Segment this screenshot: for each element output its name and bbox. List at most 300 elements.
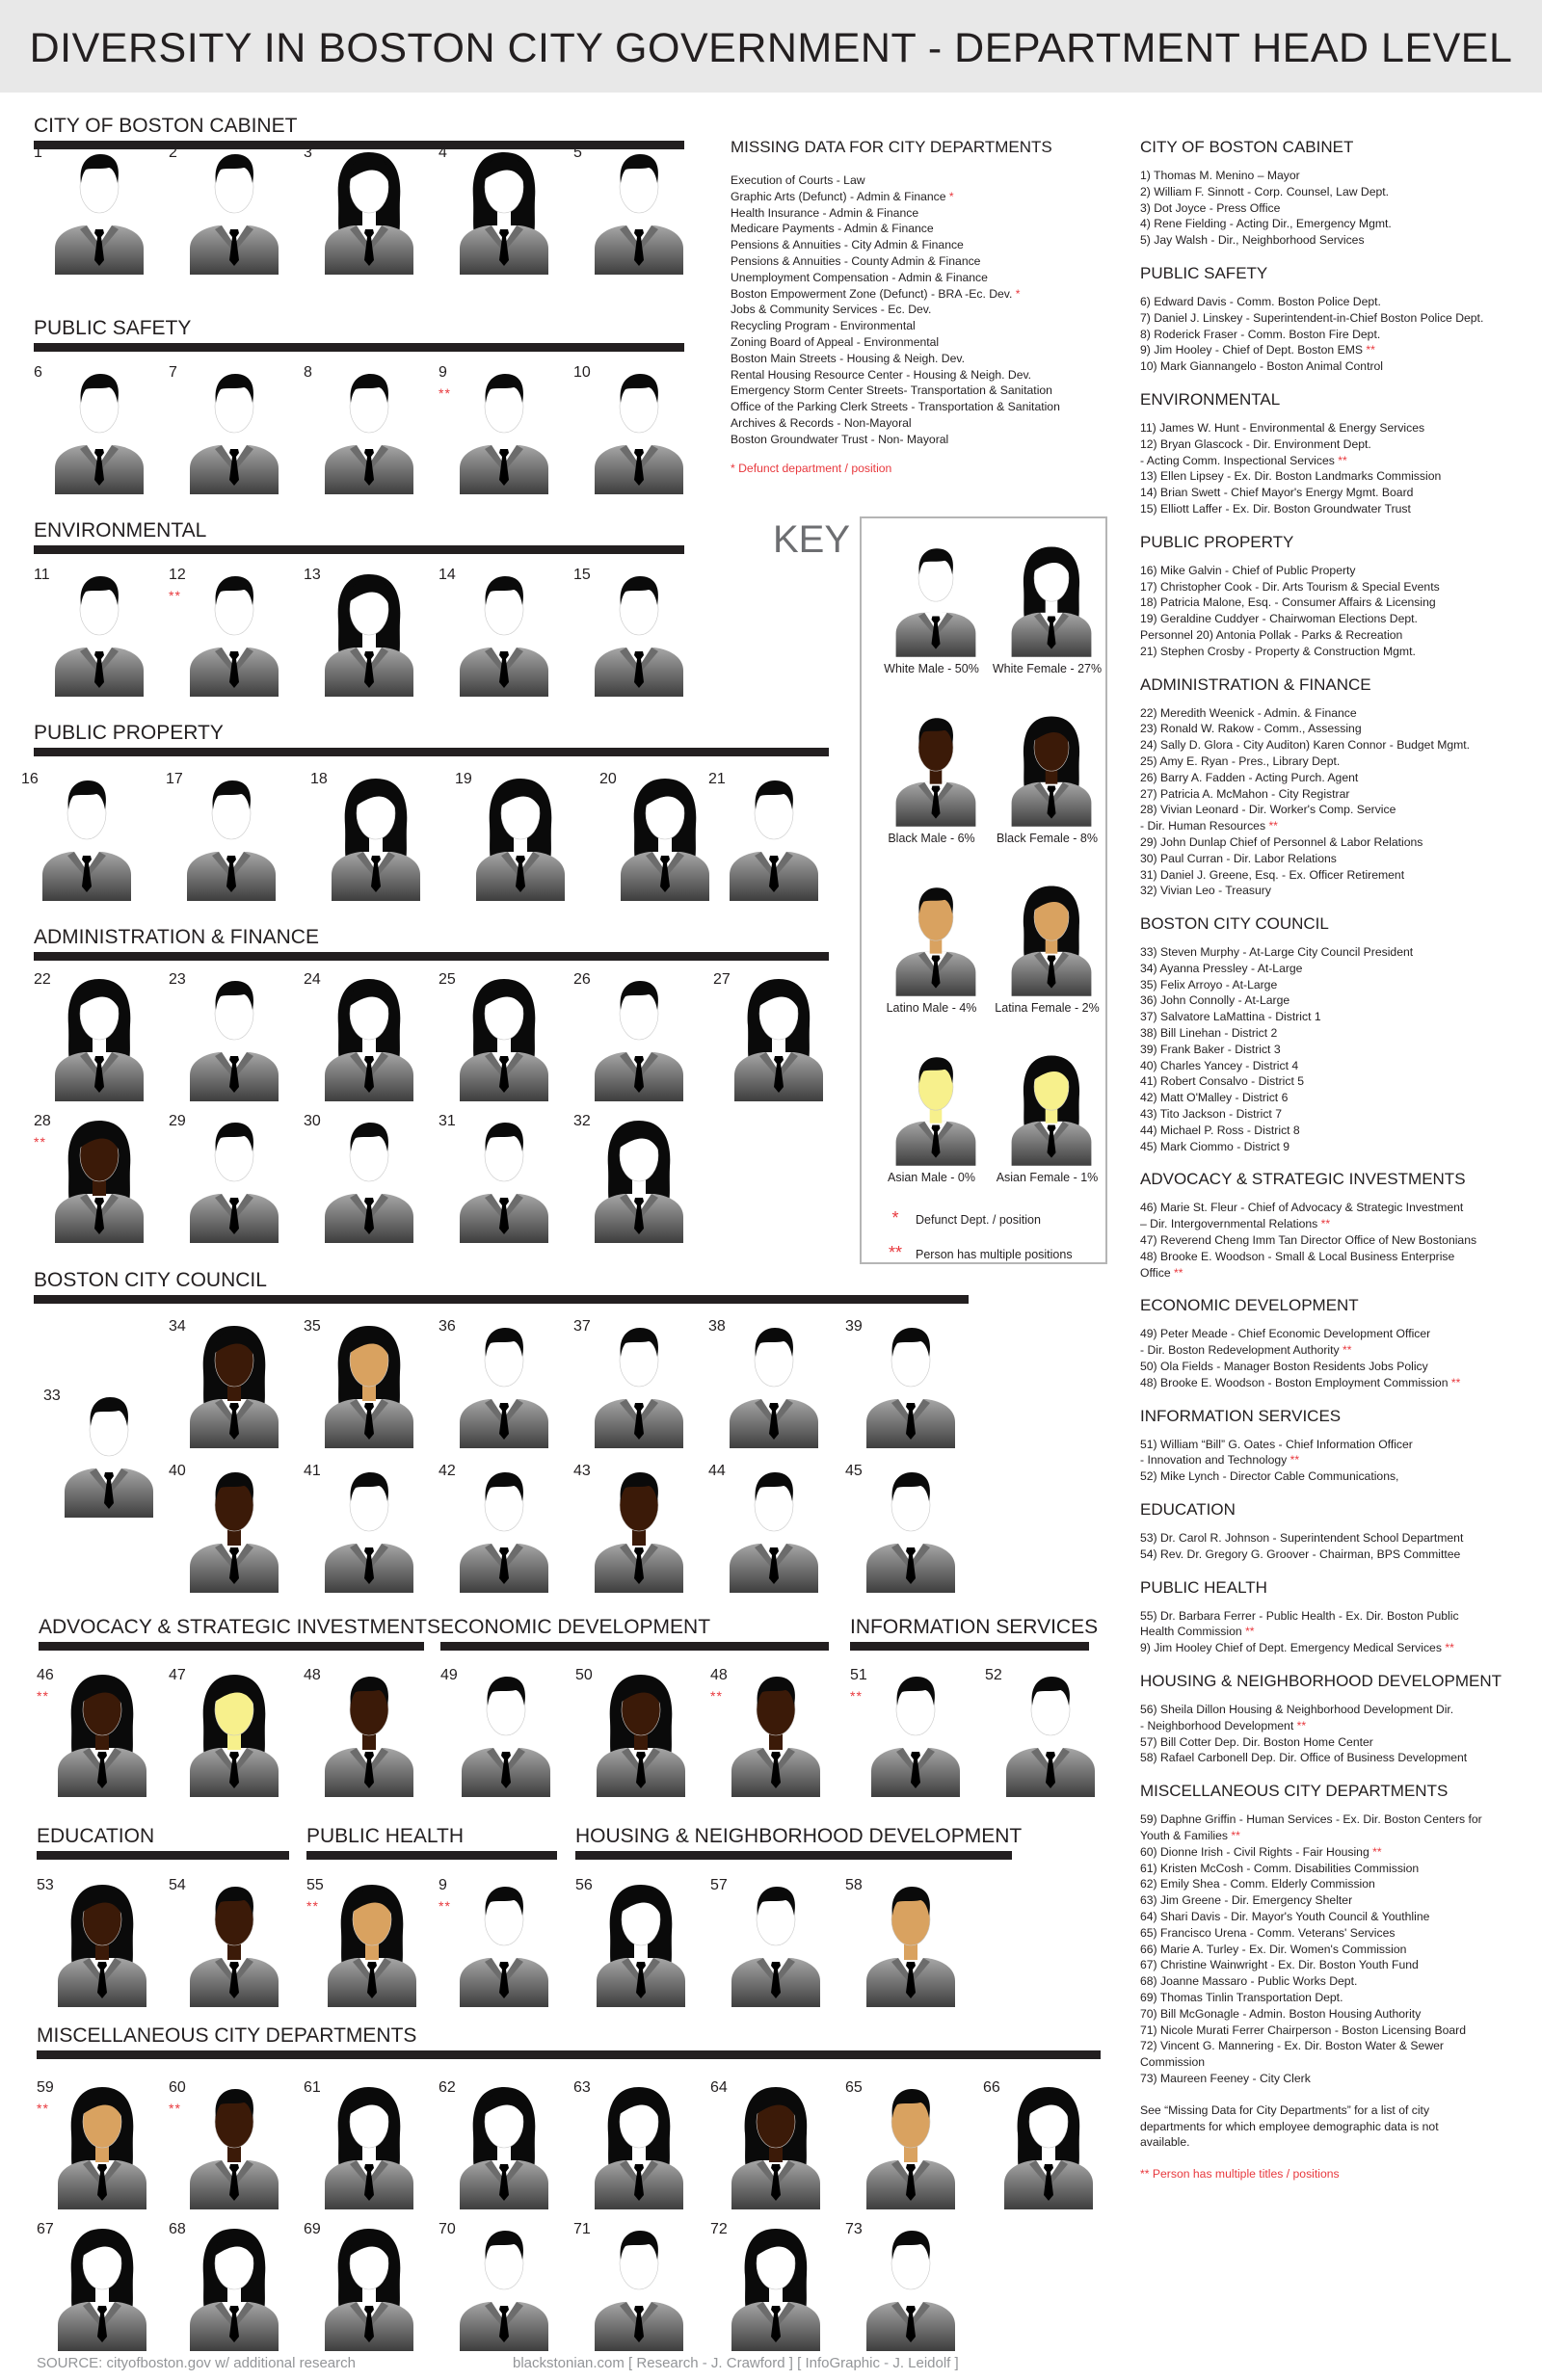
missing-data-note: * Defunct department / position <box>731 461 892 475</box>
person-number: 19 <box>455 771 472 787</box>
person-figure-20 <box>599 771 720 906</box>
person-figure-33 <box>43 1388 164 1522</box>
person-number: 45 <box>845 1463 863 1479</box>
person-figure-12 <box>169 567 289 701</box>
roster-line: 46) Marie St. Fleur - Chief of Advocacy & Strategic Investment <box>1140 1201 1464 1215</box>
person-figure-6 <box>34 364 154 499</box>
roster-line: 71) Nicole Murati Ferrer Chairperson - Boston Licensing Board <box>1140 2023 1467 2037</box>
person-number: 61 <box>304 2079 321 2096</box>
person-figure-51 <box>850 1667 970 1802</box>
person-figure-24 <box>304 971 424 1106</box>
person-number: 33 <box>43 1388 61 1404</box>
roster-line: 40) Charles Yancey - District 4 <box>1140 1058 1299 1072</box>
key-label: White Female - 27% <box>992 662 1103 675</box>
person-figure-63 <box>573 2079 694 2214</box>
multiple-positions-mark: ** <box>169 2101 181 2116</box>
roster-line: 8) Roderick Fraser - Comm. Boston Fire Dept. <box>1140 327 1381 341</box>
person-figure-40 <box>169 1463 289 1598</box>
section-title: CITY OF BOSTON CABINET <box>34 115 298 137</box>
roster-line: 67) Christine Wainwright - Ex. Dir. Boston Youth Fund <box>1140 1958 1419 1972</box>
key-item <box>987 879 1107 1043</box>
person-number: 8 <box>304 364 312 381</box>
roster-heading: MISCELLANEOUS CITY DEPARTMENTS <box>1140 1782 1449 1801</box>
missing-data-item: Recycling Program - Environmental <box>731 319 916 333</box>
person-number: 13 <box>304 567 321 583</box>
person-number: 57 <box>710 1877 728 1893</box>
person-number: 5 <box>573 145 582 161</box>
roster-line: Health Commission ** <box>1140 1625 1255 1639</box>
person-figure-5 <box>573 145 694 279</box>
person-figure-25 <box>439 971 559 1106</box>
person-figure-2 <box>169 145 289 279</box>
roster-line: 9) Jim Hooley - Chief of Dept. Boston EMS ** <box>1140 343 1375 357</box>
key-label: White Male - 50% <box>884 662 979 675</box>
person-figure-27 <box>713 971 834 1106</box>
multiple-positions-mark: ** <box>710 1688 723 1704</box>
missing-data-item: Graphic Arts (Defunct) - Admin & Finance * <box>731 189 954 203</box>
person-number: 30 <box>304 1113 321 1129</box>
roster-line: 10) Mark Giannangelo - Boston Animal Control <box>1140 359 1384 374</box>
person-figure-10 <box>573 364 694 499</box>
key-box <box>860 516 1107 1264</box>
person-figure-9 <box>439 1877 559 2012</box>
roster-line: 38) Bill Linehan - District 2 <box>1140 1026 1278 1041</box>
person-number: 9 <box>439 1877 447 1893</box>
person-figure-52 <box>985 1667 1105 1802</box>
missing-data-list <box>731 172 1097 448</box>
missing-data-item: Zoning Board of Appeal - Environmental <box>731 334 940 349</box>
section-title: PUBLIC SAFETY <box>34 317 192 339</box>
roster-line: 57) Bill Cotter Dep. Dir. Boston Home Center <box>1140 1734 1373 1749</box>
person-number: 53 <box>37 1877 54 1893</box>
section-title: ADVOCACY & STRATEGIC INVESTMENTS <box>39 1616 440 1638</box>
person-number: 31 <box>439 1113 456 1129</box>
roster-line: 32) Vivian Leo - Treasury <box>1140 884 1271 898</box>
roster-line: 42) Matt O'Malley - District 6 <box>1140 1091 1289 1105</box>
person-figure-73 <box>845 2221 966 2356</box>
person-number: 58 <box>845 1877 863 1893</box>
person-figure-26 <box>573 971 694 1106</box>
roster-line: 11) James W. Hunt - Environmental & Energy Services <box>1140 420 1425 435</box>
person-number: 44 <box>708 1463 726 1479</box>
missing-data-item: Boston Groundwater Trust - Non- Mayoral <box>731 432 949 446</box>
person-number: 36 <box>439 1318 456 1335</box>
person-figure-3 <box>304 145 424 279</box>
roster-heading: ENVIRONMENTAL <box>1140 389 1281 409</box>
roster-line: 2) William F. Sinnott - Corp. Counsel, Law Dept. <box>1140 184 1390 198</box>
roster-line: 49) Peter Meade - Chief Economic Development Officer <box>1140 1327 1431 1341</box>
person-figure-57 <box>710 1877 831 2012</box>
roster-line: 29) John Dunlap Chief of Personnel & Labor Relations <box>1140 834 1423 849</box>
key-item <box>987 1048 1107 1212</box>
roster-line: - Neighborhood Development ** <box>1140 1718 1307 1732</box>
person-number: 14 <box>439 567 456 583</box>
roster-line: 6) Edward Davis - Comm. Boston Police Dept. <box>1140 294 1381 308</box>
multiple-positions-mark: ** <box>439 385 451 401</box>
person-number: 66 <box>983 2079 1000 2096</box>
title-bar <box>0 0 1542 93</box>
missing-data-panel <box>731 138 1097 476</box>
section-divider <box>37 1851 289 1860</box>
section-divider <box>850 1642 1089 1651</box>
person-number: 47 <box>169 1667 186 1683</box>
person-figure-19 <box>455 771 575 906</box>
section-title: ECONOMIC DEVELOPMENT <box>440 1616 711 1638</box>
roster-line: 25) Amy E. Ryan - Pres., Library Dept. <box>1140 754 1341 768</box>
roster-line: 69) Thomas Tinlin Transportation Dept. <box>1140 1990 1343 2004</box>
section-divider <box>39 1642 424 1651</box>
person-figure-36 <box>439 1318 559 1453</box>
person-number: 51 <box>850 1667 867 1683</box>
person-number: 22 <box>34 971 51 988</box>
roster-line: 50) Ola Fields - Manager Boston Residents Jobs Policy <box>1140 1360 1428 1374</box>
roster-line: - Acting Comm. Inspectional Services ** <box>1140 453 1347 467</box>
key-label: Latina Female - 2% <box>995 1001 1100 1015</box>
roster-heading: PUBLIC HEALTH <box>1140 1577 1267 1597</box>
roster-line: 52) Mike Lynch - Director Cable Communications, <box>1140 1469 1399 1484</box>
missing-data-item: Health Insurance - Admin & Finance <box>731 205 919 220</box>
person-figure-67 <box>37 2221 157 2356</box>
roster-line: 48) Brooke E. Woodson - Small & Local Business Enterprise <box>1140 1249 1455 1263</box>
missing-data-item: Medicare Payments - Admin & Finance <box>731 222 934 236</box>
person-number: 28 <box>34 1113 51 1129</box>
person-figure-31 <box>439 1113 559 1248</box>
person-figure-69 <box>304 2221 424 2356</box>
person-number: 23 <box>169 971 186 988</box>
person-number: 26 <box>573 971 591 988</box>
roster-line: – Dir. Intergovernmental Relations ** <box>1140 1217 1331 1231</box>
source-footer: SOURCE: cityofboston.gov w/ additional research <box>37 2355 356 2371</box>
roster-line: 15) Elliott Laffer - Ex. Dir. Boston Groundwater Trust <box>1140 501 1411 516</box>
roster-line: 48) Brooke E. Woodson - Boston Employment Commission ** <box>1140 1375 1461 1389</box>
multiple-positions-mark: ** <box>37 2101 49 2116</box>
roster-line: - Dir. Human Resources ** <box>1140 819 1278 833</box>
person-number: 18 <box>310 771 328 787</box>
key-item <box>871 709 992 873</box>
person-number: 72 <box>710 2221 728 2237</box>
multiple-positions-mark: ** <box>439 1898 451 1914</box>
roster-line: 55) Dr. Barbara Ferrer - Public Health - Ex. Dir. Boston Public <box>1140 1608 1459 1623</box>
key-label: Black Female - 8% <box>997 832 1098 845</box>
person-number: 34 <box>169 1318 186 1335</box>
roster-line: 58) Rafael Carbonell Dep. Dir. Office of Business Development <box>1140 1751 1468 1765</box>
person-figure-28 <box>34 1113 154 1248</box>
person-number: 20 <box>599 771 617 787</box>
person-figure-13 <box>304 567 424 701</box>
person-number: 48 <box>710 1667 728 1683</box>
person-number: 55 <box>306 1877 324 1893</box>
person-figure-41 <box>304 1463 424 1598</box>
person-figure-32 <box>573 1113 694 1248</box>
person-number: 17 <box>166 771 183 787</box>
roster-line: 56) Sheila Dillon Housing & Neighborhood Development Dir. <box>1140 1703 1454 1716</box>
roster-heading: PUBLIC PROPERTY <box>1140 532 1294 551</box>
person-number: 59 <box>37 2079 54 2096</box>
key-legend-item: ** Person has multiple positions <box>888 1243 1073 1262</box>
missing-data-item: Archives & Records - Non-Mayoral <box>731 415 912 430</box>
roster-line: 41) Robert Consalvo - District 5 <box>1140 1074 1305 1089</box>
roster-line: 30) Paul Curran - Dir. Labor Relations <box>1140 851 1337 865</box>
section-title: BOSTON CITY COUNCIL <box>34 1269 267 1291</box>
roster-line: 64) Shari Davis - Dir. Mayor's Youth Council & Youthline <box>1140 1909 1430 1923</box>
person-figure-48 <box>304 1667 424 1802</box>
roster-note: See “Missing Data for City Departments” for a list of city departments for which employee demographic data is not available. <box>1140 2102 1439 2150</box>
person-figure-72 <box>710 2221 831 2356</box>
person-figure-30 <box>304 1113 424 1248</box>
key-item <box>871 540 992 703</box>
roster-line: 65) Francisco Urena - Comm. Veterans' Services <box>1140 1925 1396 1940</box>
roster-line: 27) Patricia A. McMahon - City Registrar <box>1140 786 1350 801</box>
roster-line: 36) John Connolly - At-Large <box>1140 993 1290 1008</box>
person-number: 42 <box>439 1463 456 1479</box>
missing-data-item: Pensions & Annuities - County Admin & Finance <box>731 253 981 268</box>
person-figure-64 <box>710 2079 831 2214</box>
roster-line: 13) Ellen Lipsey - Ex. Dir. Boston Landmarks Commission <box>1140 469 1442 484</box>
person-number: 56 <box>575 1877 593 1893</box>
roster-line: Commission <box>1140 2055 1206 2070</box>
roster-line: 51) William “Bill” G. Oates - Chief Information Officer <box>1140 1437 1413 1451</box>
roster-line: 34) Ayanna Pressley - At-Large <box>1140 961 1303 975</box>
roster-line: 14) Brian Swett - Chief Mayor's Energy Mgmt. Board <box>1140 486 1414 500</box>
roster-line: 4) Rene Fielding - Acting Dir., Emergency Mgmt. <box>1140 217 1392 231</box>
roster-line: 70) Bill McGonagle - Admin. Boston Housing Authority <box>1140 2006 1422 2021</box>
person-number: 9 <box>439 364 447 381</box>
roster-line: 53) Dr. Carol R. Johnson - Superintendent School Department <box>1140 1531 1464 1546</box>
roster-heading: EDUCATION <box>1140 1500 1236 1520</box>
person-number: 43 <box>573 1463 591 1479</box>
person-number: 3 <box>304 145 312 161</box>
roster-line: 1) Thomas M. Menino – Mayor <box>1140 169 1300 182</box>
key-item <box>987 709 1107 873</box>
person-figure-60 <box>169 2079 289 2214</box>
person-number: 49 <box>440 1667 458 1683</box>
roster-line: 68) Joanne Massaro - Public Works Dept. <box>1140 1974 1358 1989</box>
missing-data-item: Rental Housing Resource Center - Housing & Neigh. Dev. <box>731 367 1032 382</box>
section-divider <box>37 2050 1101 2059</box>
person-number: 32 <box>573 1113 591 1129</box>
roster-heading: HOUSING & NEIGHBORHOOD DEVELOPMENT <box>1140 1672 1502 1690</box>
roster-line: 17) Christopher Cook - Dir. Arts Tourism & Special Events <box>1140 579 1440 594</box>
roster-line: 39) Frank Baker - District 3 <box>1140 1042 1281 1056</box>
person-number: 46 <box>37 1667 54 1683</box>
roster-line: - Innovation and Technology ** <box>1140 1453 1300 1468</box>
person-figure-48 <box>710 1667 831 1802</box>
person-figure-65 <box>845 2079 966 2214</box>
person-number: 37 <box>573 1318 591 1335</box>
roster-line: Youth & Families ** <box>1140 1828 1240 1842</box>
person-number: 15 <box>573 567 591 583</box>
person-figure-17 <box>166 771 286 906</box>
person-figure-53 <box>37 1877 157 2012</box>
person-number: 41 <box>304 1463 321 1479</box>
person-figure-22 <box>34 971 154 1106</box>
person-figure-14 <box>439 567 559 701</box>
roster-line: 35) Felix Arroyo - At-Large <box>1140 977 1278 992</box>
person-figure-43 <box>573 1463 694 1598</box>
missing-data-item: Office of the Parking Clerk Streets - Transportation & Sanitation <box>731 400 1060 414</box>
person-figure-54 <box>169 1877 289 2012</box>
person-figure-29 <box>169 1113 289 1248</box>
missing-data-item: Emergency Storm Center Streets- Transportation & Sanitation <box>731 383 1052 398</box>
section-divider <box>34 748 829 756</box>
person-number: 65 <box>845 2079 863 2096</box>
section-title: PUBLIC PROPERTY <box>34 722 224 744</box>
person-number: 54 <box>169 1877 186 1893</box>
person-number: 70 <box>439 2221 456 2237</box>
roster-heading: ECONOMIC DEVELOPMENT <box>1140 1296 1359 1315</box>
section-title: ENVIRONMENTAL <box>34 519 207 542</box>
person-number: 11 <box>34 567 50 583</box>
person-number: 2 <box>169 145 177 161</box>
roster-line: 44) Michael P. Ross - District 8 <box>1140 1123 1300 1137</box>
roster-heading: ADMINISTRATION & FINANCE <box>1140 674 1371 694</box>
person-figure-56 <box>575 1877 696 2012</box>
person-number: 24 <box>304 971 321 988</box>
roster-heading: ADVOCACY & STRATEGIC INVESTMENTS <box>1140 1170 1466 1189</box>
person-figure-23 <box>169 971 289 1106</box>
person-figure-70 <box>439 2221 559 2356</box>
missing-data-item: Boston Main Streets - Housing & Neigh. Dev. <box>731 351 965 365</box>
person-number: 63 <box>573 2079 591 2096</box>
person-figure-37 <box>573 1318 694 1453</box>
person-number: 67 <box>37 2221 54 2237</box>
credit-footer: blackstonian.com [ Research - J. Crawford ] [ InfoGraphic - J. Leidolf ] <box>513 2355 959 2371</box>
person-figure-8 <box>304 364 424 499</box>
person-number: 35 <box>304 1318 321 1335</box>
roster-line: 9) Jim Hooley Chief of Dept. Emergency Medical Services ** <box>1140 1641 1454 1655</box>
roster-line: 63) Jim Greene - Dir. Emergency Shelter <box>1140 1893 1353 1908</box>
roster-line: 37) Salvatore LaMattina - District 1 <box>1140 1010 1321 1024</box>
roster-line: 22) Meredith Weenick - Admin. & Finance <box>1140 705 1357 720</box>
person-number: 27 <box>713 971 731 988</box>
person-number: 10 <box>573 364 591 381</box>
person-figure-35 <box>304 1318 424 1453</box>
person-figure-39 <box>845 1318 966 1453</box>
roster-line: 54) Rev. Dr. Gregory G. Groover - Chairman, BPS Committee <box>1140 1547 1461 1561</box>
key-label: Asian Female - 1% <box>996 1171 1099 1184</box>
person-number: 39 <box>845 1318 863 1335</box>
person-figure-55 <box>306 1877 427 2012</box>
person-figure-45 <box>845 1463 966 1598</box>
person-figure-34 <box>169 1318 289 1453</box>
person-number: 64 <box>710 2079 728 2096</box>
missing-data-item: Execution of Courts - Law <box>731 173 865 187</box>
roster-line: 73) Maureen Feeney - City Clerk <box>1140 2071 1311 2085</box>
roster-line: 23) Ronald W. Rakow - Comm., Assessing <box>1140 722 1362 736</box>
person-number: 69 <box>304 2221 321 2237</box>
person-figure-21 <box>708 771 829 906</box>
multiple-positions-mark: ** <box>306 1898 319 1914</box>
section-title: HOUSING & NEIGHBORHOOD DEVELOPMENT <box>575 1825 1023 1847</box>
multiple-positions-mark: ** <box>34 1134 46 1150</box>
person-number: 52 <box>985 1667 1002 1683</box>
person-figure-47 <box>169 1667 289 1802</box>
roster-line: 24) Sally D. Glora - City Auditon) Karen Connor - Budget Mgmt. <box>1140 738 1471 753</box>
person-number: 7 <box>169 364 177 381</box>
person-number: 62 <box>439 2079 456 2096</box>
roster-line: 72) Vincent G. Mannering - Ex. Dir. Boston Water & Sewer <box>1140 2039 1444 2053</box>
key-item <box>987 540 1107 703</box>
section-title: EDUCATION <box>37 1825 155 1847</box>
roster-line: 47) Reverend Cheng Imm Tan Director Office of New Bostonians <box>1140 1233 1477 1248</box>
person-figure-7 <box>169 364 289 499</box>
section-title: INFORMATION SERVICES <box>850 1616 1099 1638</box>
person-number: 73 <box>845 2221 863 2237</box>
section-divider <box>440 1642 829 1651</box>
person-figure-62 <box>439 2079 559 2214</box>
key-label: Black Male - 6% <box>888 832 975 845</box>
person-figure-49 <box>440 1667 561 1802</box>
roster-line: Office ** <box>1140 1265 1183 1280</box>
person-number: 71 <box>573 2221 591 2237</box>
roster-line: 18) Patricia Malone, Esq. - Consumer Affairs & Licensing <box>1140 595 1436 610</box>
roster-line: 26) Barry A. Fadden - Acting Purch. Agent <box>1140 770 1359 784</box>
roster-line: 28) Vivian Leonard - Dir. Worker's Comp. Service <box>1140 803 1396 817</box>
person-number: 50 <box>575 1667 593 1683</box>
roster-line: Personnel 20) Antonia Pollak - Parks & Recreation <box>1140 627 1403 642</box>
roster-line: 12) Bryan Glascock - Dir. Environment Dept. <box>1140 436 1371 451</box>
person-figure-59 <box>37 2079 157 2214</box>
person-figure-38 <box>708 1318 829 1453</box>
key-item <box>871 1048 992 1212</box>
person-figure-68 <box>169 2221 289 2356</box>
roster-line: 5) Jay Walsh - Dir., Neighborhood Services <box>1140 233 1365 248</box>
multiple-positions-mark: ** <box>169 588 181 603</box>
multiple-positions-mark: ** <box>850 1688 863 1704</box>
roster-heading: BOSTON CITY COUNCIL <box>1140 914 1329 934</box>
person-number: 16 <box>21 771 39 787</box>
section-title: PUBLIC HEALTH <box>306 1825 464 1847</box>
person-number: 6 <box>34 364 42 381</box>
key-legend-item: * Defunct Dept. / position <box>891 1208 1041 1228</box>
person-figure-9 <box>439 364 559 499</box>
roster-heading: INFORMATION SERVICES <box>1140 1406 1342 1425</box>
section-divider <box>34 343 684 352</box>
roster-heading: PUBLIC SAFETY <box>1140 263 1268 282</box>
multiple-positions-mark: ** <box>37 1688 49 1704</box>
section-divider <box>34 1295 969 1304</box>
section-divider <box>575 1851 1012 1860</box>
person-figure-46 <box>37 1667 157 1802</box>
page-title: DIVERSITY IN BOSTON CITY GOVERNMENT - DEPARTMENT HEAD LEVEL <box>29 25 1513 71</box>
person-figure-50 <box>575 1667 696 1802</box>
person-number: 29 <box>169 1113 186 1129</box>
roster-line: 45) Mark Ciommo - District 9 <box>1140 1139 1290 1153</box>
section-divider <box>306 1851 557 1860</box>
person-figure-71 <box>573 2221 694 2356</box>
roster-line: 3) Dot Joyce - Press Office <box>1140 200 1281 215</box>
person-figure-11 <box>34 567 154 701</box>
key-label: Latino Male - 4% <box>886 1001 977 1015</box>
roster-line: 66) Marie A. Turley - Ex. Dir. Women's Commission <box>1140 1942 1407 1956</box>
person-number: 60 <box>169 2079 186 2096</box>
person-figure-1 <box>34 145 154 279</box>
person-figure-16 <box>21 771 142 906</box>
person-number: 4 <box>439 145 447 161</box>
person-number: 1 <box>34 145 42 161</box>
person-figure-44 <box>708 1463 829 1598</box>
key-item <box>871 879 992 1043</box>
person-number: 12 <box>169 567 186 583</box>
roster-line: 61) Kristen McCosh - Comm. Disabilities Commission <box>1140 1861 1420 1875</box>
roster-line: 33) Steven Murphy - At-Large City Council President <box>1140 945 1414 960</box>
person-figure-18 <box>310 771 431 906</box>
missing-data-title: MISSING DATA FOR CITY DEPARTMENTS <box>731 138 1052 156</box>
person-figure-4 <box>439 145 559 279</box>
roster-line: 21) Stephen Crosby - Property & Construction Mgmt. <box>1140 644 1416 658</box>
person-figure-66 <box>983 2079 1103 2214</box>
section-divider <box>34 545 684 554</box>
